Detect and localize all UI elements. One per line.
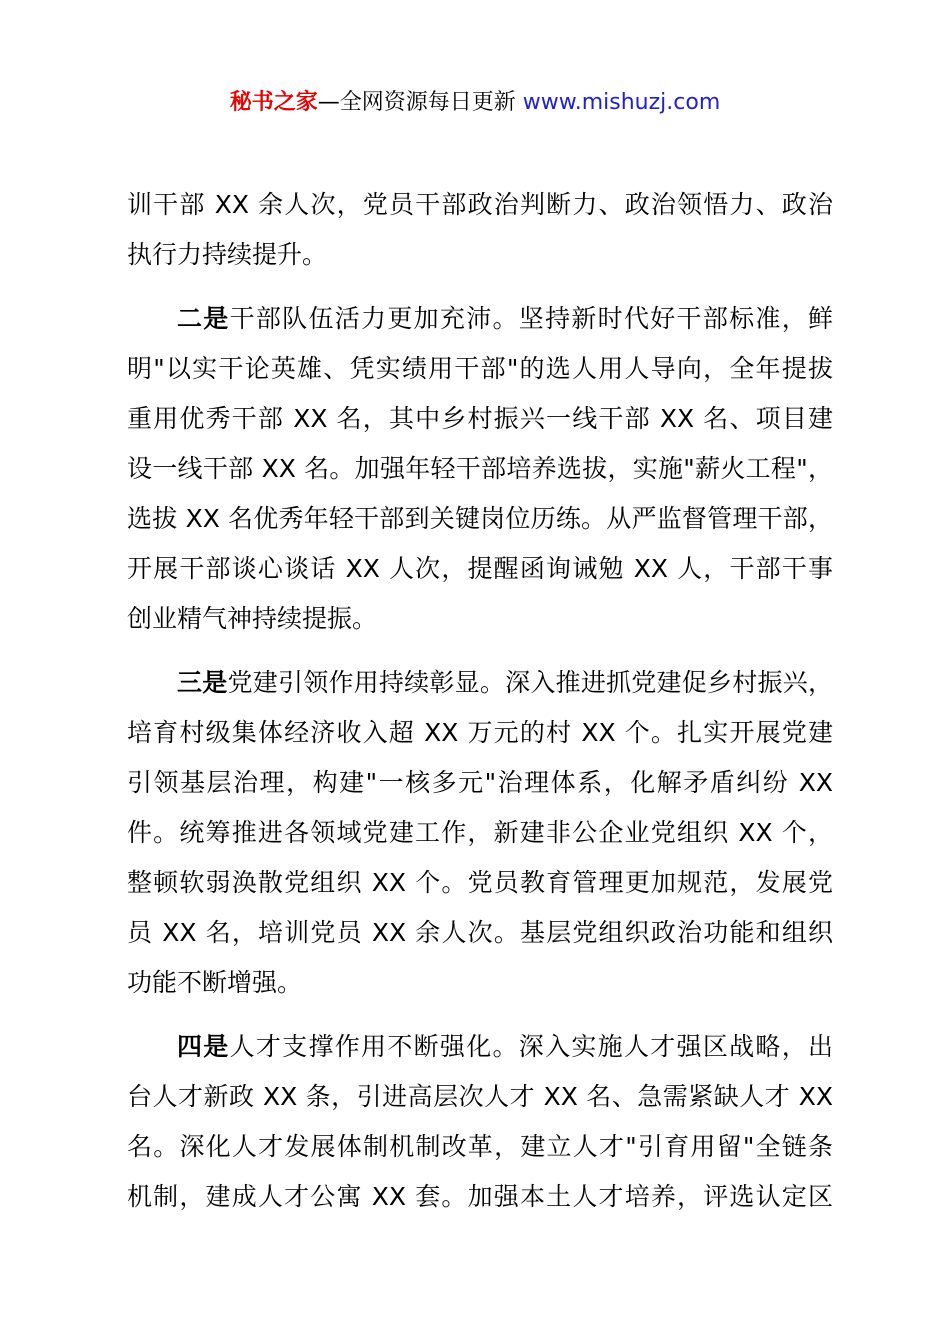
text-line: 执行力持续提升。 [127,240,328,269]
text-line: 培育村级集体经济收入超 XX 万元的村 XX 个。扎实开展党建 [127,718,833,747]
paragraph-lead: 三是 [177,668,228,697]
brand-name: 秘书之家 [229,90,318,115]
text-line: 名。深化人才发展体制机制改革，建立人才"引育用留"全链条 [127,1132,833,1161]
text-line-content: 干部队伍活力更加充沛。坚持新时代好干部标准，鲜 [229,304,833,333]
text-line: 整顿软弱涣散党组织 XX 个。党员教育管理更加规范，发展党 [127,868,833,897]
text-line: 件。统筹推进各领域党建工作，新建非公企业党组织 XX 个， [127,818,833,847]
paragraph-cadre-vitality [127,294,833,644]
text-line [127,1022,833,1072]
paragraph-lead: 二是 [177,304,230,333]
text-line: 引领基层治理，构建"一核多元"治理体系，化解矛盾纠纷 XX [127,768,833,797]
text-line: 训干部 XX 余人次，党员干部政治判断力、政治领悟力、政治 [127,190,833,219]
text-line: 功能不断增强。 [127,968,303,997]
text-line: 台人才新政 XX 条，引进高层次人才 XX 名、急需紧缺人才 XX [127,1082,833,1111]
document-body [127,180,833,1236]
paragraph-talent-support [127,1022,833,1222]
text-line: 重用优秀干部 XX 名，其中乡村振兴一线干部 XX 名、项目建 [127,404,833,433]
paragraph-lead: 四是 [177,1032,230,1061]
site-url: www.mishuzj.com [522,90,721,115]
text-line [127,294,833,344]
text-line: 机制，建成人才公寓 XX 套。加强本土人才培养，评选认定区 [127,1182,833,1211]
paragraph-continuation [127,180,833,280]
paragraph-party-building [127,658,833,1008]
text-line [127,658,833,708]
text-line-content: 党建引领作用持续彰显。深入推进抓党建促乡村振兴， [227,668,833,697]
text-line-content: 人才支撑作用不断强化。深入实施人才强区战略，出 [229,1032,833,1061]
text-line: 选拔 XX 名优秀年轻干部到关键岗位历练。从严监督管理干部， [127,504,833,533]
text-line: 开展干部谈心谈话 XX 人次，提醒函询诫勉 XX 人，干部干事 [127,554,833,583]
text-line: 设一线干部 XX 名。加强年轻干部培养选拔，实施"薪火工程"， [127,454,833,483]
text-line: 创业精气神持续提振。 [127,604,378,633]
text-line: 明"以实干论英雄、凭实绩用干部"的选人用人导向，全年提拔 [127,354,833,383]
page-header [0,86,950,120]
header-slogan: —全网资源每日更新 [317,90,516,115]
text-line: 员 XX 名，培训党员 XX 余人次。基层党组织政治功能和组织 [127,918,833,947]
